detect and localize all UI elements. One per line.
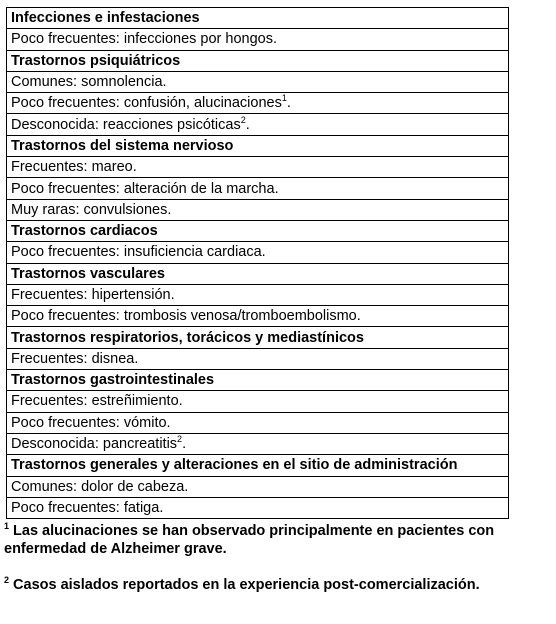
- section-header-row: [7, 327, 509, 348]
- section-header-cell: [7, 8, 509, 29]
- table-cell: [7, 412, 509, 433]
- reaction-text: Frecuentes: hipertensión.: [11, 287, 175, 303]
- section-header-row: [7, 263, 509, 284]
- footnote-text: Casos aislados reportados en la experiencia post-comercialización.: [9, 577, 480, 593]
- section-title: Infecciones e infestaciones: [11, 10, 200, 27]
- reaction-text: Comunes: dolor de cabeza.: [11, 478, 189, 495]
- section-title: Trastornos generales y alteraciones en el sitio de administración: [11, 457, 458, 474]
- table-cell: [7, 348, 509, 369]
- table-body: [7, 8, 509, 519]
- table-cell: [7, 497, 509, 518]
- table-row: [7, 284, 509, 305]
- section-header-row: [7, 50, 509, 71]
- section-title: Trastornos cardiacos: [11, 223, 158, 240]
- table-cell: [7, 157, 509, 178]
- section-header-row: [7, 455, 509, 476]
- footnote-reference: 2: [240, 114, 246, 125]
- section-header-cell: [7, 327, 509, 348]
- footnote-reference: 2: [177, 434, 183, 445]
- table-row: [7, 157, 509, 178]
- reaction-text: Comunes: somnolencia.: [11, 74, 167, 91]
- reaction-text: Poco frecuentes: trombosis venosa/tromboembolismo.: [11, 308, 361, 325]
- footnotes: [4, 522, 554, 594]
- table-row: [7, 306, 509, 327]
- footnote-mark: 1: [4, 521, 10, 532]
- section-title: Trastornos gastrointestinales: [11, 372, 215, 389]
- table-row: [7, 29, 509, 50]
- table-cell: [7, 476, 509, 497]
- table-cell: [7, 433, 509, 454]
- reaction-text: Muy raras: convulsiones.: [11, 201, 172, 218]
- table-row: [7, 93, 509, 114]
- section-title: Trastornos vasculares: [11, 265, 165, 282]
- footnote-text: Las alucinaciones se han observado principalmente en pacientes con enfermedad de Alzheimer grave.: [4, 523, 495, 557]
- section-header-cell: [7, 370, 509, 391]
- reaction-text: Poco frecuentes: insuficiencia cardiaca.: [11, 244, 266, 261]
- adverse-reactions-table: [6, 7, 509, 519]
- reaction-text: Frecuentes: mareo.: [11, 159, 137, 176]
- section-header-cell: [7, 220, 509, 241]
- reaction-text: Poco frecuentes: fatiga.: [11, 499, 164, 516]
- reaction-text: Desconocida: reacciones psicóticas: [11, 116, 241, 133]
- table-cell: [7, 178, 509, 199]
- section-title: Trastornos respiratorios, torácicos y mediastínicos: [11, 329, 364, 346]
- table-row: [7, 412, 509, 433]
- section-header-cell: [7, 50, 509, 71]
- table-row: [7, 199, 509, 220]
- table-cell: [7, 114, 509, 135]
- reaction-text: Poco frecuentes: infecciones por hongos.: [11, 31, 277, 48]
- table-row: [7, 242, 509, 263]
- section-header-cell: [7, 455, 509, 476]
- trailing-punctuation: .: [286, 95, 291, 112]
- section-header-row: [7, 135, 509, 156]
- table-row: [7, 497, 509, 518]
- table-row: [7, 71, 509, 92]
- trailing-punctuation: .: [245, 116, 250, 133]
- footnote-2: [4, 576, 554, 594]
- footnote-1: [4, 522, 554, 558]
- table-cell: [7, 29, 509, 50]
- section-title: Trastornos psiquiátricos: [11, 52, 181, 69]
- reaction-text: Frecuentes: estreñimiento.: [11, 393, 183, 410]
- section-header-row: [7, 370, 509, 391]
- footnote-mark: 2: [4, 575, 10, 586]
- table-cell: [7, 284, 509, 305]
- table-cell: [7, 391, 509, 412]
- footnote-reference: 1: [281, 93, 287, 104]
- table-row: [7, 348, 509, 369]
- section-header-row: [7, 220, 509, 241]
- reaction-text: Poco frecuentes: confusión, alucinaciones: [11, 95, 282, 112]
- reaction-text: Poco frecuentes: alteración de la marcha.: [11, 180, 279, 197]
- table-row: [7, 114, 509, 135]
- reaction-text: Desconocida: pancreatitis: [11, 436, 178, 453]
- table-cell: [7, 71, 509, 92]
- table-row: [7, 178, 509, 199]
- section-header-row: [7, 8, 509, 29]
- table-cell: [7, 199, 509, 220]
- table-row: [7, 476, 509, 497]
- table-cell: [7, 242, 509, 263]
- section-header-cell: [7, 135, 509, 156]
- table-row: [7, 433, 509, 454]
- table-row: [7, 391, 509, 412]
- reaction-text: Poco frecuentes: vómito.: [11, 414, 171, 431]
- table-cell: [7, 306, 509, 327]
- section-header-cell: [7, 263, 509, 284]
- section-title: Trastornos del sistema nervioso: [11, 137, 234, 154]
- trailing-punctuation: .: [182, 436, 187, 453]
- reaction-text: Frecuentes: disnea.: [11, 350, 139, 367]
- table-cell: [7, 93, 509, 114]
